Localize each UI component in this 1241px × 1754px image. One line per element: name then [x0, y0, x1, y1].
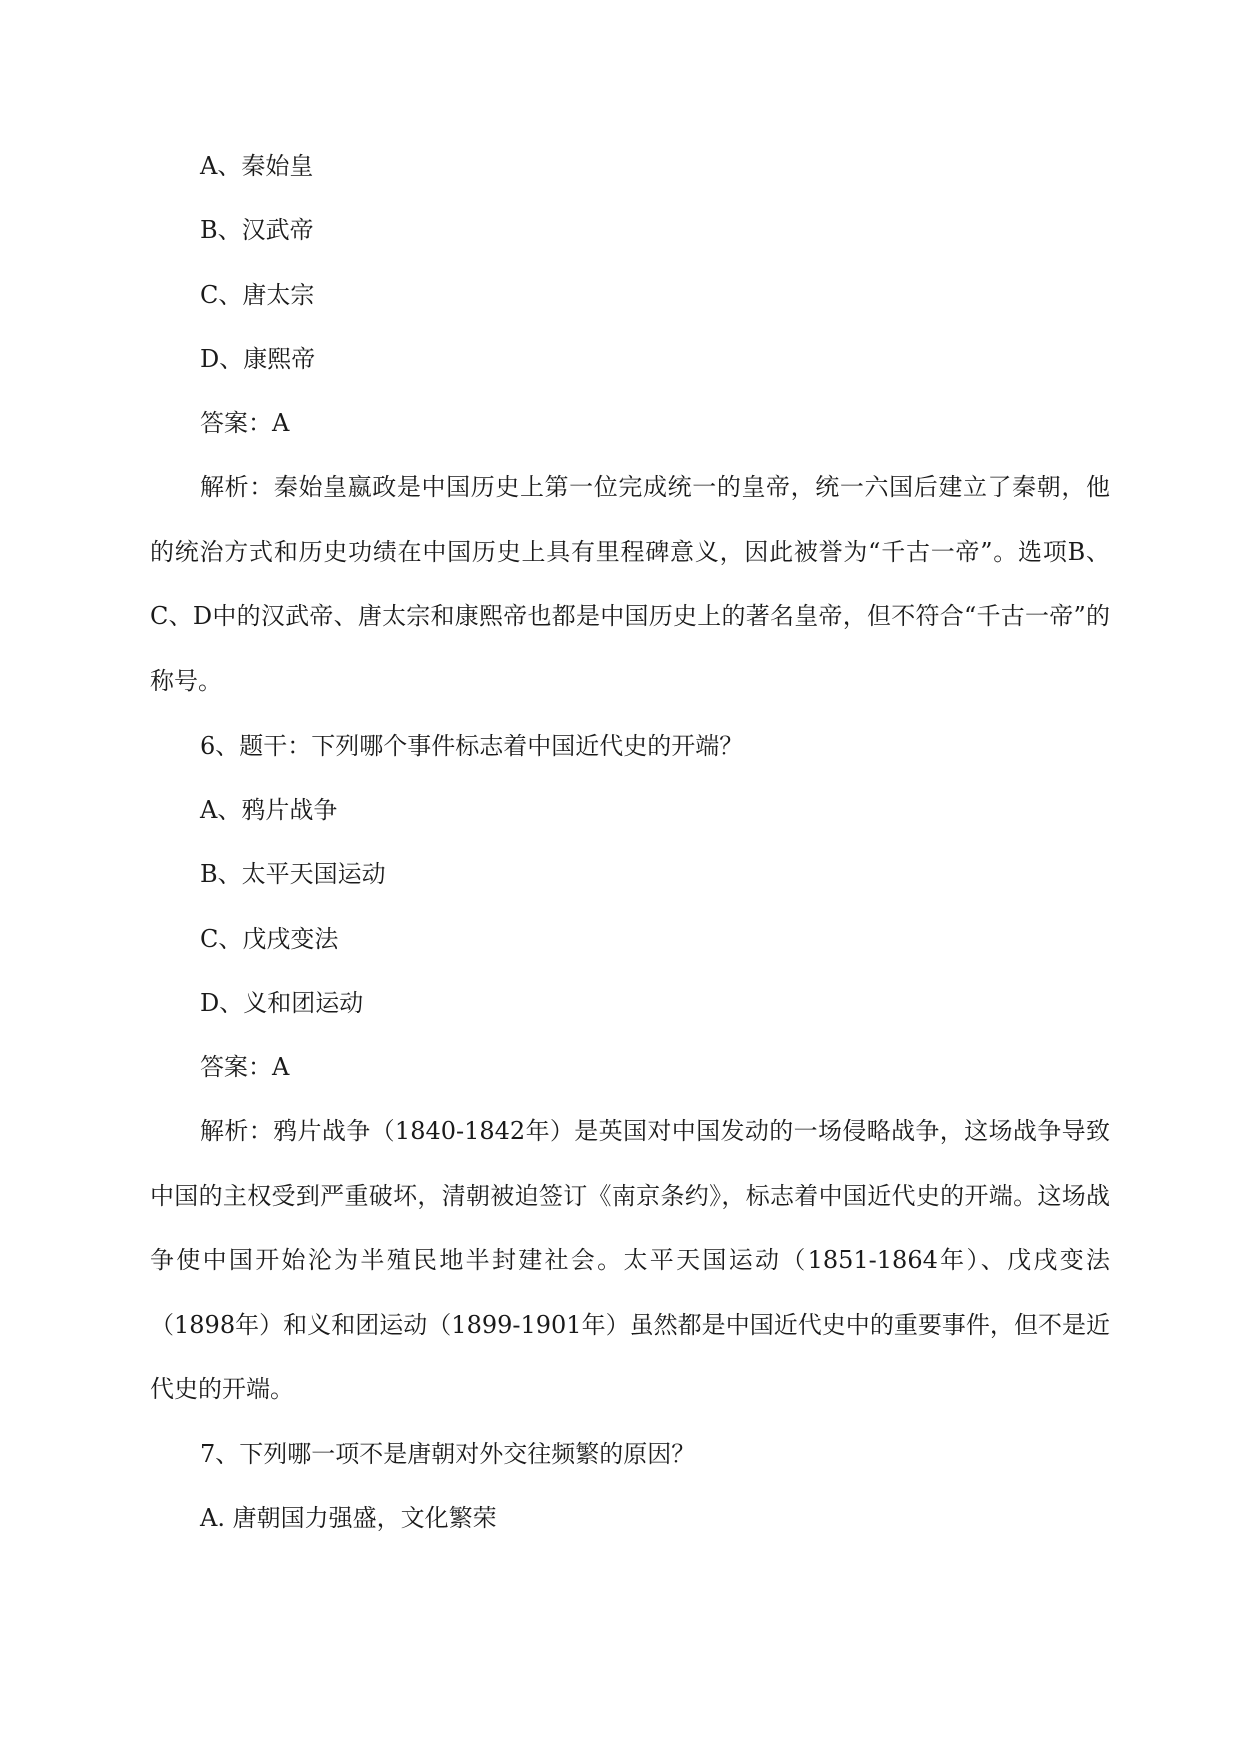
q5-option-a: A、秦始皇 [200, 152, 314, 180]
q5-analysis: 解析：秦始皇嬴政是中国历史上第一位完成统一的皇帝，统一六国后建立了秦朝，他的统治方式和历史功绩在中国历史上具有里程碑意义，因此被誉为“千古一帝”。选项B、C、D中的汉武帝、唐太宗和康熙帝也都是中国历史上的著名皇帝，但不符合“千古一帝”的称号。 [150, 473, 1110, 695]
q5-option-c: C、唐太宗 [200, 281, 315, 309]
q6-option-d: D、义和团运动 [200, 989, 364, 1017]
q6-option-a: A、鸦片战争 [200, 796, 338, 824]
q6-stem: 6、题干：下列哪个事件标志着中国近代史的开端？ [200, 732, 744, 760]
q6-analysis: 解析：鸦片战争（1840-1842年）是英国对中国发动的一场侵略战争，这场战争导致中国的主权受到严重破坏，清朝被迫签订《南京条约》，标志着中国近代史的开端。这场战争使中国开始沦为半殖民地半封建社会。太平天国运动（1851-1864年）、戊戌变法（1898年）和义和团运动（1899-1901年）虽然都是中国近代史中的重要事件，但不是近代史的开端。 [150, 1117, 1110, 1403]
q5-answer: 答案：A [200, 409, 290, 437]
q6-option-b: B、太平天国运动 [200, 860, 386, 888]
q7-stem: 7、下列哪一项不是唐朝对外交往频繁的原因？ [200, 1440, 696, 1468]
q5-option-d: D、康熙帝 [200, 345, 316, 373]
q7-option-a: A. 唐朝国力强盛，文化繁荣 [200, 1504, 497, 1532]
q6-answer: 答案：A [200, 1053, 290, 1081]
q5-option-b: B、汉武帝 [200, 216, 314, 244]
q6-option-c: C、戊戌变法 [200, 925, 339, 953]
